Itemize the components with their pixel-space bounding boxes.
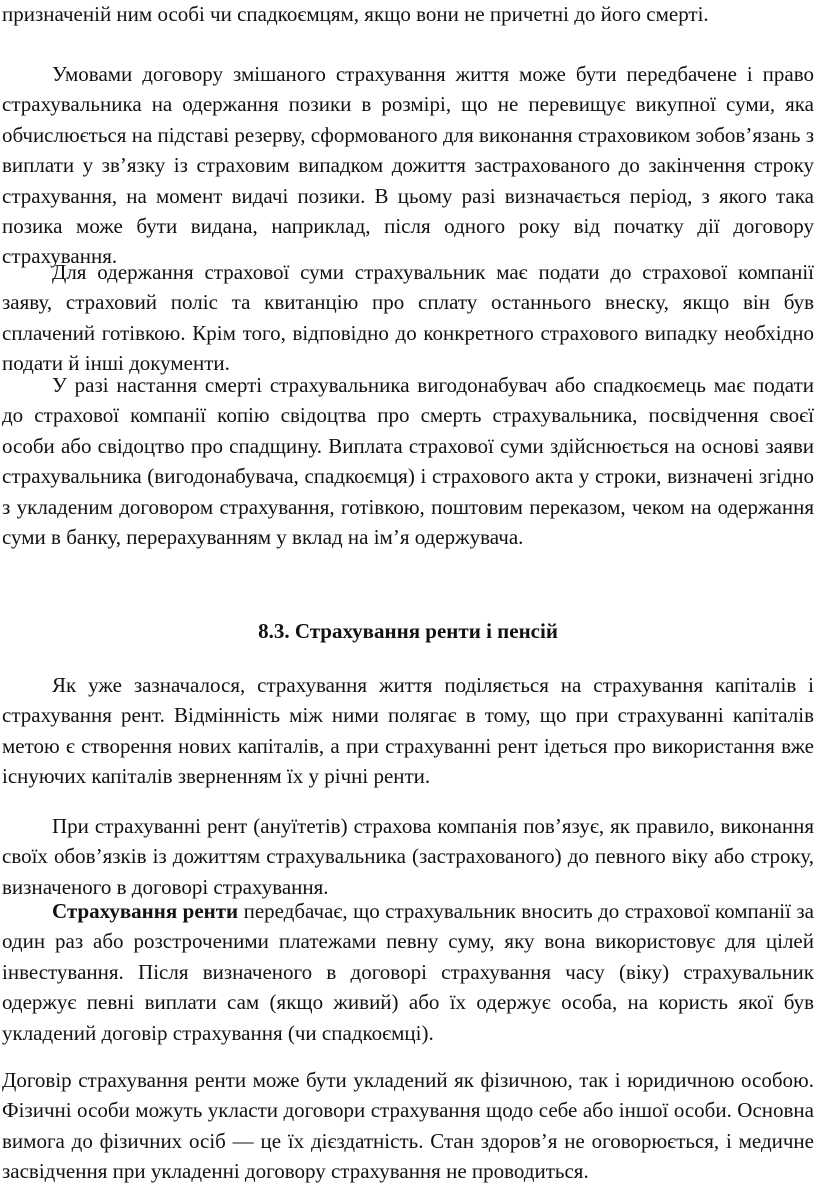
paragraph-continuation: призначеній ним особі чи спадкоємцям, якщо вони не причетні до його смерті.	[2, 2, 709, 26]
paragraph-claim-documents: Для одержання страхової суми страхувальник має подати до страхової компанії заяву, страховий поліс та квитанцію про сплату останнього внеску, якщо він був сплачений готівкою. Крім того, відповідно до конкретного страхового випадку необхідно подати й інші документи.	[2, 260, 814, 376]
paragraph-capital-vs-rent: Як уже зазначалося, страхування життя поділяється на страхування капіталів і страхування рент. Відмінність між ними полягає в тому, що при страхуванні капіталів метою є створення нових капіталів, а при страхуванні рент ідеться про використання вже існуючих капіталів зверненням їх у річні ренти.	[2, 673, 814, 789]
paragraph-rent-insurance	[2, 896, 814, 1048]
paragraph-annuity: При страхуванні рент (ануїтетів) страхова компанія пов’язує, як правило, виконання своїх обов’язків із дожиттям страхувальника (застрахованого) до певного віку або строку, визначеного в договорі страхування.	[2, 814, 814, 899]
paragraph-death-payout: У разі настання смерті страхувальника вигодонабувач або спадкоємець має подати до страхової компанії копію свідоцтва про смерть страхувальника, посвідчення своєї особи або свідоцтво про спадщину. Виплата страхової суми здійснюється на основі заяви страхувальника (вигодонабувача, спадкоємця) і страхового акта у строки, визначені згідно з укладеним договором страхування, готівкою, поштовим переказом, чеком на одержання суми в банку, перерахуванням у вклад на ім’я одержувача.	[2, 373, 814, 550]
paragraph-contract-parties: Договір страхування ренти може бути укладений як фізичною, так і юридичною особою. Фізичні особи можуть укласти договори страхування щодо себе або іншої особи. Основна вимога до фізичних осіб — це їх дієздатність. Стан здоров’я не оговорюється, і медичне засвідчення при укладенні договору страхування не проводиться.	[2, 1068, 814, 1184]
section-heading: 8.3. Страхування ренти і пенсій	[258, 619, 558, 643]
bold-term: Страхування ренти	[52, 899, 239, 923]
paragraph-rent-insurance-text: передбачає, що страхувальник вносить до страхової компанії за один раз або розстроченими платежами певну суму, яку вона використовує для цілей інвестування. Після визначеного в договорі страхування часу (віку) страхувальник одержує певні виплати сам (якщо живий) або їх одержує особа, на користь якої був укладений договір страхування (чи спадкоємці).	[2, 899, 814, 1045]
paragraph-loan-right: Умовами договору змішаного страхування життя може бути передбачене і право страхувальника на одержання позики в розмірі, що не перевищує викупної суми, яка обчислюється на підставі резерву, сформованого для виконання страховиком зобов’язань з виплати у зв’язку із страховим випадком дожиття застрахованого до закінчення строку страхування, на момент видачі позики. В цьому разі визначається період, з якого така позика може бути видана, наприклад, після одного року від початку дії договору страхування.	[2, 62, 814, 269]
